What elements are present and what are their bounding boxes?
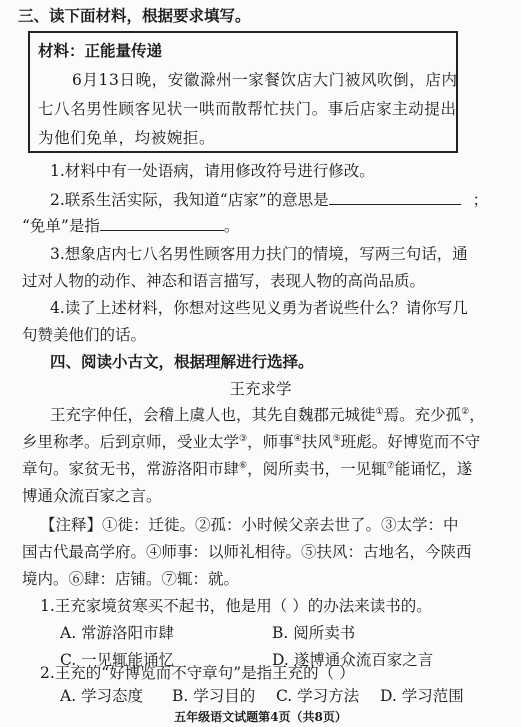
notes-line-1: 【注释】①徙：迁徙。②孤：小时候父亲去世了。③太学：中 [40, 516, 459, 534]
mc1-option-a[interactable]: A. 常游洛阳市肆 [60, 624, 175, 642]
mc1-option-d[interactable]: D. 遂博通众流百家之言 [272, 651, 434, 669]
material-title: 材料：正能量传递 [38, 41, 163, 60]
story-line-3 [22, 459, 472, 479]
footnote-marker: ④ [293, 433, 302, 444]
question-4-line-1: 4.读了上述材料，你想对这些见义勇为者说些什么？请你写几 [50, 299, 468, 317]
mc1-option-b[interactable]: B. 阅所卖书 [272, 624, 356, 642]
story-title-row [0, 379, 521, 399]
question-2-end: 。 [223, 217, 240, 235]
footnote-marker: ① [375, 406, 384, 417]
question-4-line-2: 句赞美他们的话。 [22, 326, 147, 344]
story-text: 焉。充少孤 [383, 406, 462, 424]
material-line-2: 七八名男性顾客见状一哄而散帮忙扶门。事后店家主动提出 [38, 100, 457, 118]
question-2-text-1: 2.联系生活实际，我知道“店家”的意思是 [50, 191, 329, 209]
answer-blank-free-order[interactable] [100, 216, 224, 231]
story-text: 章句。家贫无书，常游洛阳市肆 [22, 460, 240, 478]
material-line-3: 为他们免单，均被婉拒。 [38, 129, 216, 147]
mc2-question: 2.王充的“好博览而不守章句”是指王充的（ ） [40, 664, 355, 682]
question-2-separator: ； [472, 191, 489, 209]
story-line-1 [50, 405, 485, 425]
footnote-marker: ③ [239, 433, 248, 444]
story-line-2 [22, 432, 480, 452]
mc1-question: 1.王充家境贫寒买不起书，他是用（ ）的办法来读书的。 [40, 597, 432, 615]
footnote-marker: ⑦ [386, 460, 395, 471]
mc2-option-a[interactable]: A. 学习态度 [60, 687, 144, 705]
answer-blank-shopkeeper[interactable] [329, 190, 461, 205]
story-title: 王充求学 [229, 380, 292, 398]
story-text: ， [469, 406, 485, 424]
mc1-option-c[interactable]: C. 一见辄能诵忆 [60, 651, 175, 669]
story-text: 乡里称孝。后到京师，受业太学 [22, 433, 240, 451]
question-3-line-2: 过对人物的动作、神态和语言描写，表现人物的高尚品质。 [22, 272, 426, 290]
story-text: 王充字仲任，会稽上虞人也，其先自魏郡元城徙 [50, 406, 376, 424]
story-text: 扶风 [301, 433, 333, 451]
question-3-line-1: 3.想象店内七八名男性顾客用力扶门的情境，写两三句话，通 [50, 245, 468, 263]
question-2-text-2: “免单”是指 [22, 217, 100, 235]
story-line-4: 博通众流百家之言。 [22, 487, 162, 505]
footnote-marker: ⑤ [332, 433, 341, 444]
footnote-marker: ⑥ [239, 460, 248, 471]
section4-heading: 四、阅读小古文，根据理解进行选择。 [50, 352, 314, 371]
story-text: ，阅所卖书，一见辄 [247, 460, 387, 478]
mc2-option-c[interactable]: C. 学习方法 [276, 687, 360, 705]
footer-row [0, 707, 521, 727]
mc2-option-b[interactable]: B. 学习目的 [172, 687, 256, 705]
notes-line-3: 境内。⑥肆：店铺。⑦辄：就。 [22, 570, 240, 588]
notes-line-2: 国古代最高学府。④师事：以师礼相待。⑤扶风：古地名，今陕西 [22, 543, 472, 561]
footnote-marker: ② [461, 406, 470, 417]
question-2-line-2 [22, 216, 239, 236]
page-footer: 五年级语文试题第4页（共8页） [174, 710, 347, 724]
story-text: ，师事 [247, 433, 294, 451]
section3-heading: 三、读下面材料，根据要求填写。 [18, 6, 251, 25]
story-text: 能诵忆，遂 [394, 460, 473, 478]
mc2-option-d[interactable]: D. 学习范围 [380, 687, 464, 705]
material-line-1: 6月13日晚，安徽滁州一家餐饮店大门被风吹倒，店内 [72, 71, 458, 89]
question-1: 1.材料中有一处语病，请用修改符号进行修改。 [50, 162, 375, 180]
story-text: 班彪。好博览而不守 [340, 433, 481, 451]
question-2-line-1 [50, 190, 488, 210]
